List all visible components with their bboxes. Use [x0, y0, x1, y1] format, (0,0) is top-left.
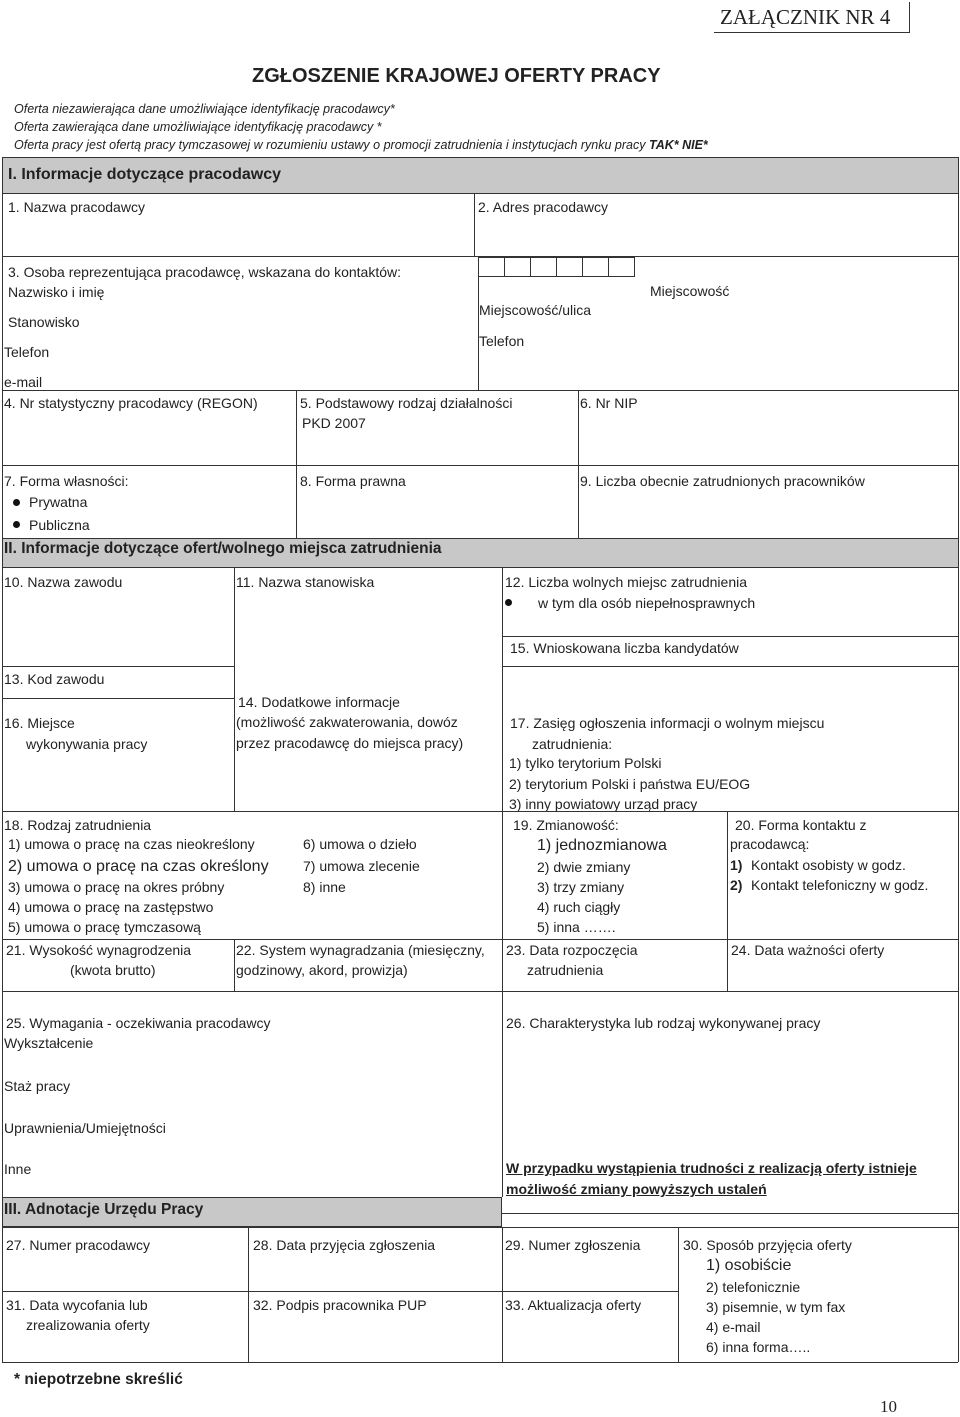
intro-line-3 — [14, 138, 708, 153]
field-15-candidates: 15. Wnioskowana liczba kandydatów — [510, 640, 739, 656]
field-29-request-number: 29. Numer zgłoszenia — [505, 1237, 641, 1253]
field-30-acceptance-method: 30. Sposób przyjęcia oferty — [683, 1237, 852, 1253]
field-17-reach-line-2: zatrudnienia: — [532, 736, 613, 752]
acceptance-option-4: 4) e-mail — [706, 1319, 761, 1335]
address-phone-label: Telefon — [479, 333, 525, 349]
field-17-reach: 17. Zasięg ogłoszenia informacji o wolnym miejscu — [510, 715, 825, 731]
requirement-other: Inne — [4, 1161, 32, 1177]
field-33-update: 33. Aktualizacja oferty — [505, 1297, 642, 1313]
contact-position-label: Stanowisko — [8, 314, 80, 330]
intro-line-2: Oferta zawierająca dane umożliwiające identyfikację pracodawcy * — [14, 120, 382, 134]
reach-option-1: 1) tylko terytorium Polski — [509, 755, 662, 771]
requirement-education: Wykształcenie — [4, 1035, 94, 1051]
shift-option-5: 5) inna ……. — [537, 919, 616, 935]
field-2-employer-address: 2. Adres pracodawcy — [478, 199, 608, 215]
change-note-line-2 — [506, 1181, 767, 1198]
field-7-ownership: 7. Forma własności: — [4, 473, 129, 489]
contact-option-1: Kontakt osobisty w godz. — [751, 857, 906, 873]
field-1-employer-name: 1. Nazwa pracodawcy — [8, 199, 145, 215]
bullet-icon — [505, 599, 512, 606]
field-13-code: 13. Kod zawodu — [4, 671, 105, 687]
field-23-start-date-line-2: zatrudnienia — [527, 962, 604, 978]
field-9-employees: 9. Liczba obecnie zatrudnionych pracowników — [580, 473, 865, 489]
page-title: ZGŁOSZENIE KRAJOWEJ OFERTY PRACY — [252, 65, 661, 87]
field-26-job-description: 26. Charakterystyka lub rodzaj wykonywanej pracy — [506, 1015, 821, 1031]
field-11-position: 11. Nazwa stanowiska — [236, 574, 375, 590]
change-note-text-2: możliwość zmiany powyższych ustaleń — [506, 1181, 767, 1197]
change-note-line-1 — [506, 1160, 917, 1177]
annex-label: ZAŁĄCZNIK NR 4 — [720, 5, 891, 29]
field-25-requirements: 25. Wymagania - oczekiwania pracodawcy — [6, 1015, 271, 1031]
field-16-workplace: 16. Miejsce — [4, 715, 75, 731]
address-street-label: Miejscowość/ulica — [479, 302, 592, 318]
page-number: 10 — [880, 1397, 897, 1416]
field-10-occupation: 10. Nazwa zawodu — [4, 574, 123, 590]
shift-option-3: 3) trzy zmiany — [537, 879, 625, 895]
employment-option-8: 8) inne — [303, 879, 346, 895]
contact-phone-label: Telefon — [4, 344, 50, 360]
contact-name-label: Nazwisko i imię — [8, 284, 105, 300]
field-31-withdrawal-date-line-2: zrealizowania oferty — [26, 1317, 150, 1333]
field-4-regon: 4. Nr statystyczny pracodawcy (REGON) — [4, 395, 258, 411]
field-8-legal-form: 8. Forma prawna — [300, 473, 406, 489]
contact-option-2: Kontakt telefoniczny w godz. — [751, 877, 929, 893]
section-1-heading: I. Informacje dotyczące pracodawcy — [8, 166, 281, 183]
field-28-acceptance-date: 28. Data przyjęcia zgłoszenia — [253, 1237, 436, 1253]
ownership-public: Publiczna — [29, 517, 90, 533]
bullet-icon — [13, 521, 20, 528]
employment-option-6: 6) umowa o dzieło — [303, 836, 417, 852]
field-14-info-line-2: (możliwość zakwaterowania, dowóz — [236, 714, 458, 730]
employment-option-5: 5) umowa o pracę tymczasową — [8, 919, 201, 935]
bullet-icon — [13, 499, 20, 506]
intro-line-1: Oferta niezawierająca dane umożliwiające identyfikację pracodawcy* — [14, 102, 395, 116]
intro-line-3-text: Oferta pracy jest ofertą pracy tymczasowej w rozumieniu ustawy o promocji zatrudnienia i instytucjach rynku pracy — [14, 138, 646, 152]
field-5-pkd: 5. Podstawowy rodzaj działalności — [300, 395, 513, 411]
address-city-label: Miejscowość — [650, 283, 730, 299]
contact-option-1-number: 1) — [730, 857, 743, 873]
field-32-clerk-signature: 32. Podpis pracownika PUP — [253, 1297, 427, 1313]
requirement-skills: Uprawnienia/Umiejętności — [4, 1120, 166, 1136]
employment-option-2: 2) umowa o pracę na czas określony — [8, 858, 269, 875]
field-12-disabled: w tym dla osób niepełnosprawnych — [538, 595, 756, 611]
contact-option-2-number: 2) — [730, 877, 743, 893]
section-3-heading: III. Adnotacje Urzędu Pracy — [4, 1201, 204, 1218]
requirement-experience: Staż pracy — [4, 1078, 71, 1094]
ownership-private: Prywatna — [29, 494, 88, 510]
section-2-heading: II. Informacje dotyczące ofert/wolnego miejsca zatrudnienia — [4, 540, 442, 557]
reach-option-3: 3) inny powiatowy urząd pracy — [509, 796, 698, 812]
field-27-employer-number: 27. Numer pracodawcy — [6, 1237, 150, 1253]
field-14-info: 14. Dodatkowe informacje — [238, 694, 400, 710]
employment-option-1: 1) umowa o pracę na czas nieokreślony — [8, 836, 255, 852]
footnote: * niepotrzebne skreślić — [14, 1371, 183, 1388]
employment-option-4: 4) umowa o pracę na zastępstwo — [8, 899, 214, 915]
field-23-start-date: 23. Data rozpoczęcia — [506, 942, 638, 958]
field-5-pkd-sub: PKD 2007 — [302, 415, 366, 431]
field-12-vacancies: 12. Liczba wolnych miejsc zatrudnienia — [505, 574, 748, 590]
field-6-nip: 6. Nr NIP — [580, 395, 638, 411]
field-18-employment-type: 18. Rodzaj zatrudnienia — [4, 817, 152, 833]
acceptance-option-1: 1) osobiście — [706, 1257, 792, 1274]
field-22-pay-system: 22. System wynagradzania (miesięczny, — [236, 942, 485, 958]
field-21-salary: 21. Wysokość wynagrodzenia — [6, 942, 192, 958]
contact-email-label: e-mail — [4, 374, 43, 390]
field-24-validity: 24. Data ważności oferty — [731, 942, 885, 958]
acceptance-option-2: 2) telefonicznie — [706, 1279, 801, 1295]
shift-option-2: 2) dwie zmiany — [537, 859, 631, 875]
reach-option-2: 2) terytorium Polski i państwa EU/EOG — [509, 776, 751, 792]
shift-option-4: 4) ruch ciągły — [537, 899, 621, 915]
acceptance-option-3: 3) pisemnie, w tym fax — [706, 1299, 846, 1315]
employment-option-7: 7) umowa zlecenie — [303, 858, 420, 874]
field-21-salary-line-2: (kwota brutto) — [70, 962, 156, 978]
field-20-contact-form-line-2: pracodawcą: — [730, 836, 810, 852]
field-31-withdrawal-date: 31. Data wycofania lub — [6, 1297, 148, 1313]
field-3-contact-person: 3. Osoba reprezentująca pracodawcę, wskazana do kontaktów: — [8, 264, 402, 280]
field-16-workplace-line-2: wykonywania pracy — [26, 736, 148, 752]
intro-line-3-options: TAK* NIE* — [645, 138, 708, 152]
field-22-pay-system-line-2: godzinowy, akord, prowizja) — [236, 962, 408, 978]
acceptance-option-6: 6) inna forma….. — [706, 1339, 811, 1355]
employment-option-3: 3) umowa o pracę na okres próbny — [8, 879, 225, 895]
shift-option-1: 1) jednozmianowa — [537, 837, 667, 854]
change-note-text-1: W przypadku wystąpienia trudności z realizacją oferty istnieje — [506, 1160, 917, 1176]
field-19-shifts: 19. Zmianowość: — [513, 817, 619, 833]
field-20-contact-form: 20. Forma kontaktu z — [735, 817, 867, 833]
field-14-info-line-3: przez pracodawcę do miejsca pracy) — [236, 735, 464, 751]
